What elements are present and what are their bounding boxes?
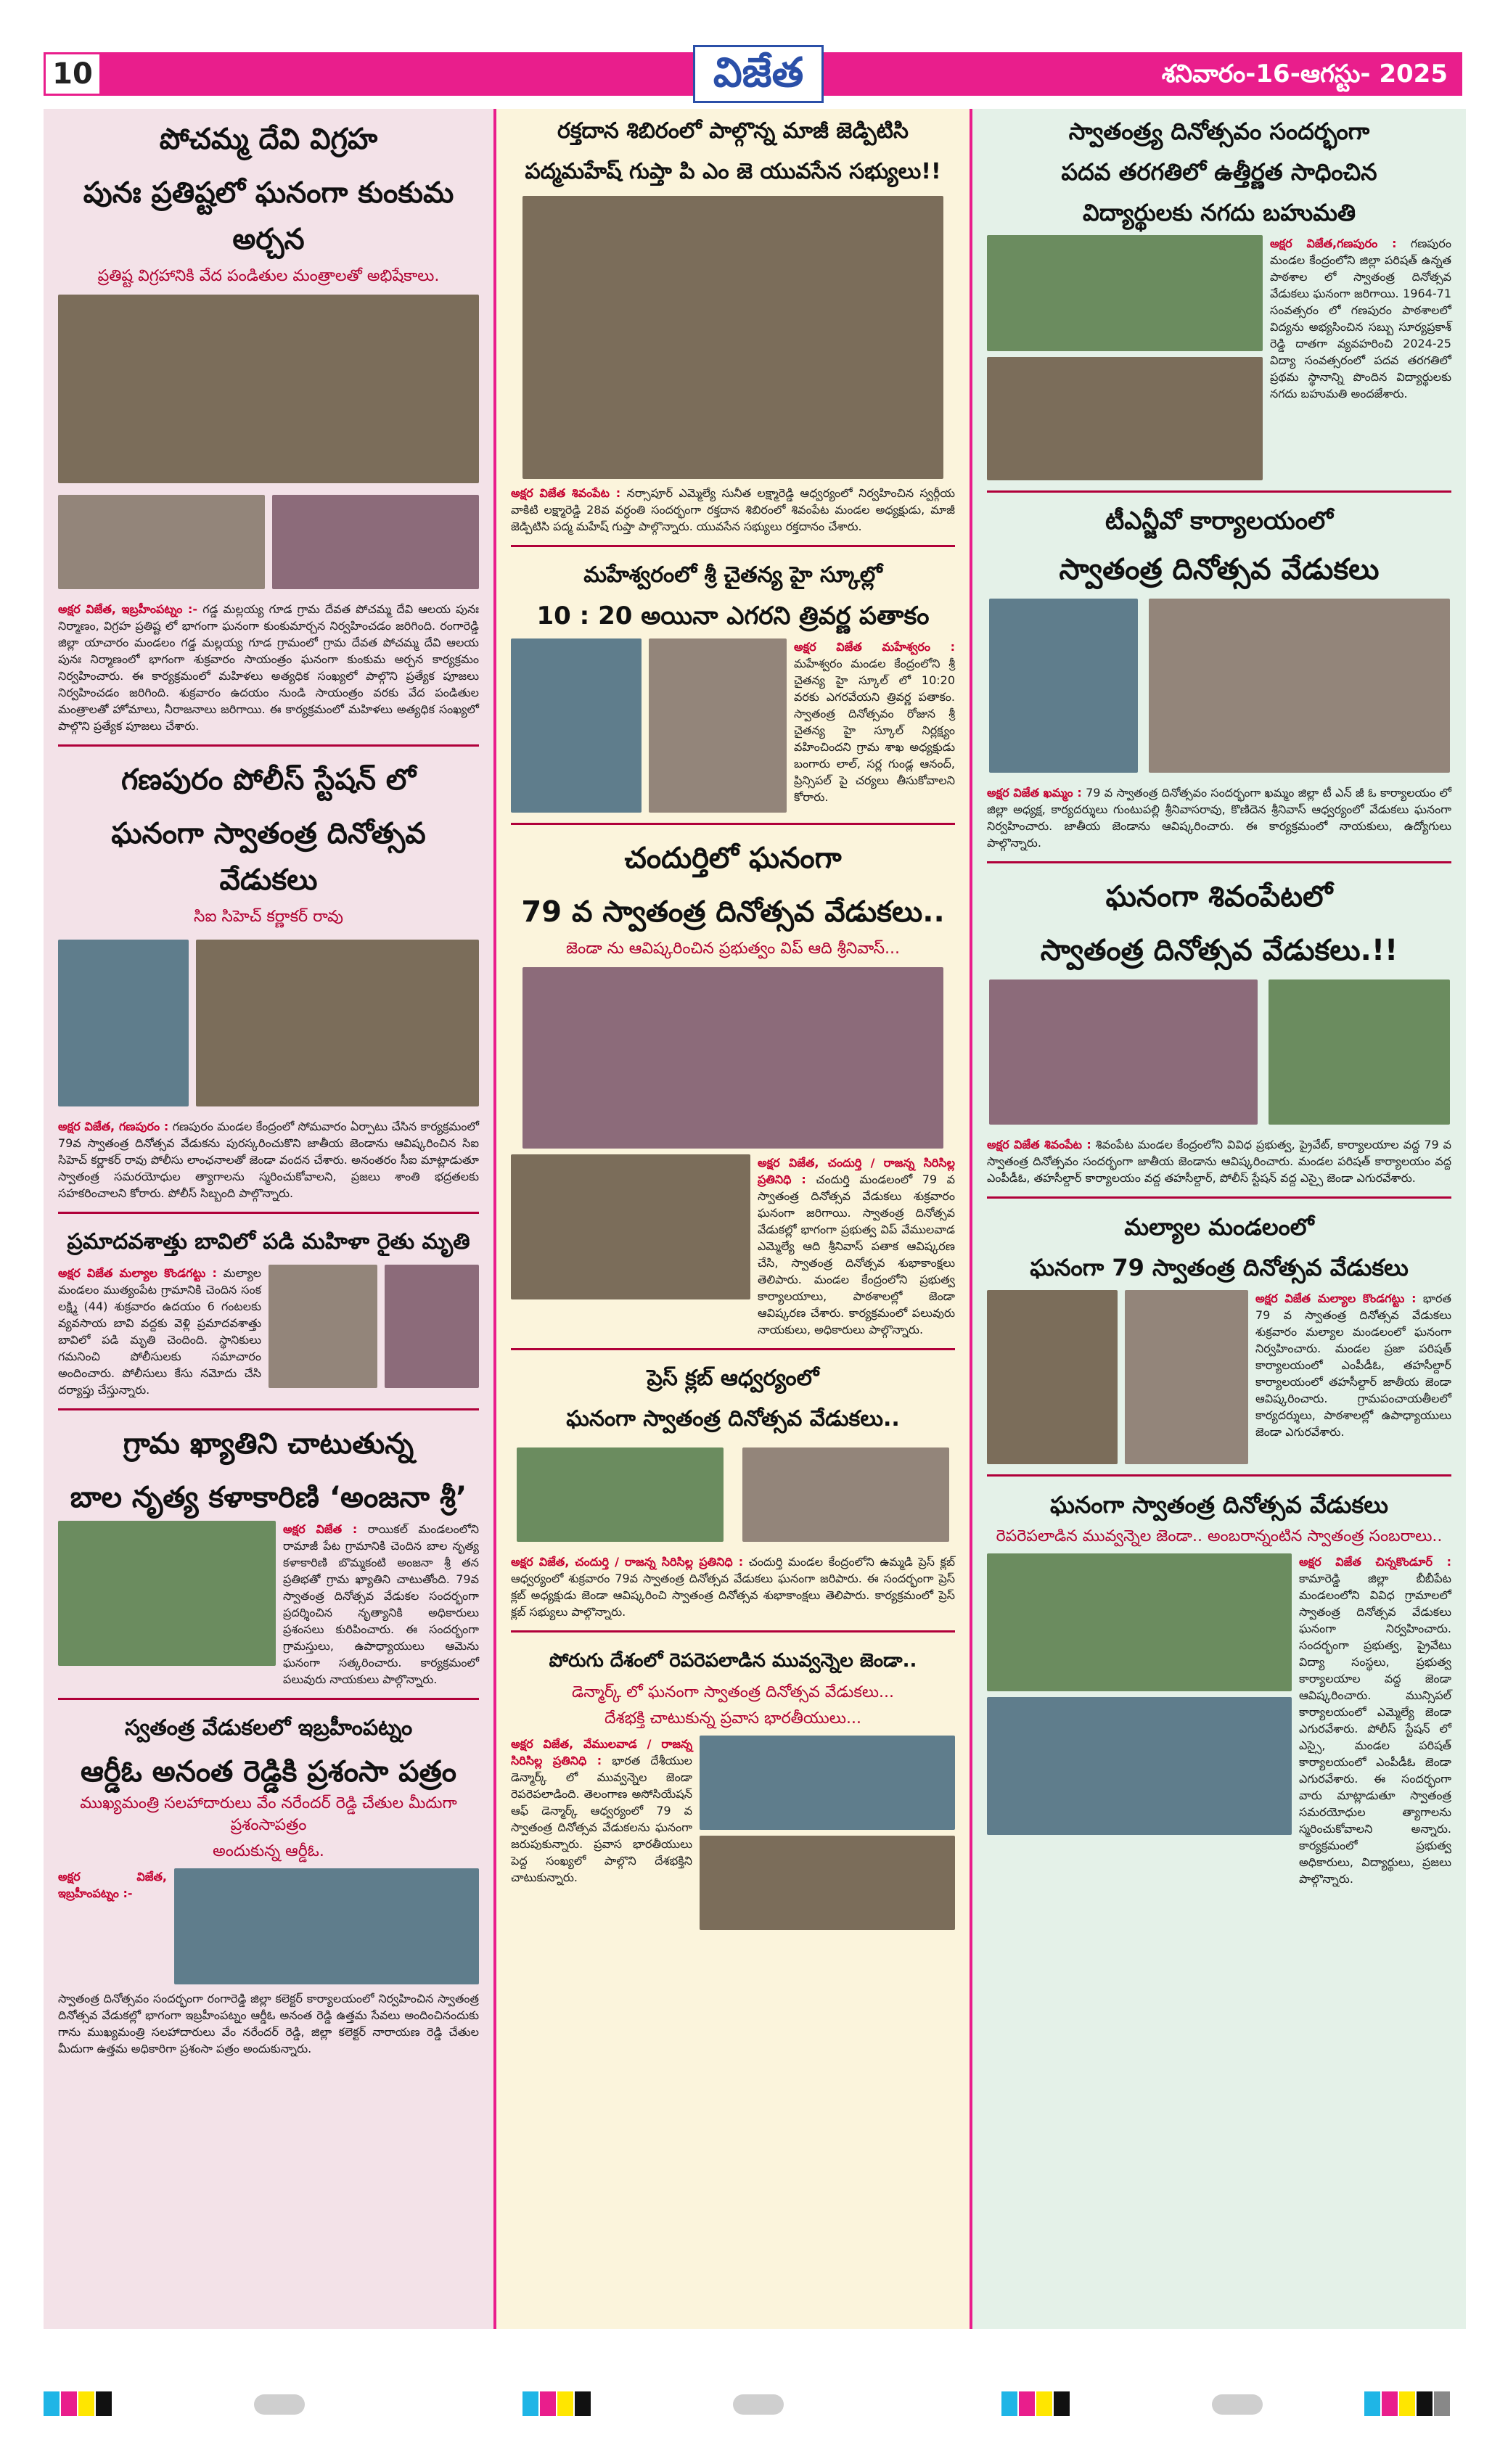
byline: అక్షర విజేత, గణపురం : [58, 1120, 169, 1133]
headline: ఆర్డీఓ అనంత రెడ్డికి ప్రశంసా పత్రం [80, 1755, 457, 1789]
photo [174, 1868, 479, 1984]
color-swatch [96, 2391, 112, 2416]
page-number: 10 [44, 52, 102, 96]
article-body: రాయికల్ మండలంలోని రామాజీ పేట గ్రామానికి చెందిన బాల నృత్య కళాకారిణి బొమ్మకంటి అంజనా శ్రీ తన ప్రతిభతో గ్రామ ఖ్యాతిని చాటుతోంది. 79వ స్వాతంత్ర దినోత్సవ వేడుకల సందర్భంగా ప్రదర్శించిన నృత్యానికి అధికారులు ప్రశంసలు కురిపించారు. ఈ సందర్భంగా గ్రామస్తులు, ఉపాధ్యాయులు ఆమెను ఘనంగా సత్కరించారు. కార్యక్రమంలో పలువురు నాయకులు పాల్గొన్నారు. [283, 1522, 479, 1686]
subheadline: రెపరెపలాడిన మువ్వన్నెల జెండా.. అంబరాన్నంటిన స్వాతంత్ర సంబరాలు.. [996, 1527, 1443, 1545]
divider [58, 744, 479, 747]
subheadline: ప్రతిష్ట విగ్రహానికి వేద పండితుల మంత్రాలతో అభిషేకాలు. [97, 267, 440, 285]
photo [58, 495, 265, 589]
headline: 79 వ స్వాతంత్ర దినోత్సవ వేడుకలు.. [521, 895, 945, 929]
byline: అక్షర విజేత, వేములవాడ / రాజన్న సిరిసిల్ల ప్రతినిధి : [511, 1737, 692, 1767]
color-swatch [1434, 2391, 1450, 2416]
color-swatch [78, 2391, 94, 2416]
photo [272, 495, 479, 589]
headline: ఘనంగా శివంపేటలో [1105, 880, 1333, 913]
color-swatch [1399, 2391, 1415, 2416]
headline: మల్యాల మండలంలో [1124, 1213, 1314, 1241]
color-swatch [1382, 2391, 1398, 2416]
photo [269, 1265, 377, 1388]
headline: పునః ప్రతిష్టలో ఘనంగా కుంకుమ అర్చన [83, 176, 454, 256]
photo [196, 940, 479, 1106]
issue-date: శనివారం-16-ఆగస్టు- 2025 [1161, 59, 1448, 89]
column-right [972, 109, 1466, 2329]
headline: స్వాతంత్ర దినోత్సవ వేడుకలు [1059, 553, 1380, 586]
registration-mark [1212, 2394, 1263, 2415]
photo [989, 599, 1138, 773]
article-pochamma [58, 116, 479, 734]
color-swatch [44, 2391, 60, 2416]
divider [58, 1698, 479, 1700]
byline: అక్షర విజేత : [283, 1522, 358, 1536]
photo [700, 1736, 955, 1830]
photo [987, 235, 1263, 351]
article-denmark [511, 1643, 955, 1930]
article-ganapuram-police [58, 757, 479, 1202]
divider [58, 1212, 479, 1214]
byline: అక్షర విజేత, చందుర్తి / రాజన్న సిరిసిల్ల ప్రతినిధి : [511, 1555, 744, 1569]
headline: స్వతంత్ర వేడుకలలో ఇబ్రహీంపట్నం [124, 1715, 413, 1741]
headline: పద్మమహేష్ గుప్తా పి ఎం జె యువసేన సభ్యులు!! [525, 159, 941, 184]
headline: ఘనంగా స్వాతంత్ర దినోత్సవ వేడుకలు [111, 817, 426, 897]
article-blood-donation [511, 113, 955, 535]
headline: 10 : 20 అయినా ఎగరని త్రివర్ణ పతాకం [536, 601, 930, 631]
photo [989, 980, 1258, 1125]
color-swatch [522, 2391, 538, 2416]
article-bibipet [987, 1487, 1451, 1887]
headline: మహేశ్వరంలో శ్రీ చైతన్య హై స్కూల్లో [583, 562, 882, 588]
divider [987, 1196, 1451, 1199]
photo [1125, 1290, 1248, 1464]
newspaper-logo: విజేత [693, 45, 824, 103]
color-swatch [575, 2391, 591, 2416]
article-press-club [511, 1360, 955, 1620]
byline: అక్షర విజేత మల్యాల కొండగట్టు : [58, 1266, 217, 1280]
divider [511, 545, 955, 547]
color-swatch [540, 2391, 556, 2416]
color-swatch [1054, 2391, 1070, 2416]
article-body: కామారెడ్డి జిల్లా బీబీపేట మండలంలోని వివిధ గ్రామాలలో స్వాతంత్ర దినోత్సవ వేడుకలు ఘనంగా నిర్వహించారు. సందర్భంగా ప్రభుత్వ, ప్రైవేటు విద్యా సంస్థలు, ప్రభుత్వ కార్యాలయాల వద్ద జెండా ఆవిష్కరించారు. మున్సిపల్ కార్యాలయంలో ఎమ్మెల్యే జెండా ఎగురవేశారు. పోలీస్ స్టేషన్ లో ఎస్సై, మండల పరిషత్ కార్యాలయంలో ఎంపీడీఓ జెండా ఎగురవేశారు. ఈ సందర్భంగా వారు మాట్లాడుతూ స్వాతంత్ర సమరయోధుల త్యాగాలను స్మరించుకోవాలని అన్నారు. కార్యక్రమంలో ప్రభుత్వ అధికారులు, విద్యార్థులు, ప్రజలు పాల్గొన్నారు. [1299, 1572, 1451, 1886]
subheadline: ముఖ్యమంత్రి సలహాదారులు వేం నరేందర్ రెడ్డి చేతుల మీదుగా ప్రశంసాపత్రం [80, 1794, 457, 1834]
article-woman-farmer [58, 1224, 479, 1398]
photo [649, 638, 787, 813]
photo [58, 1521, 276, 1666]
divider [511, 823, 955, 825]
color-swatch [1019, 2391, 1035, 2416]
article-body: నర్సాపూర్ ఎమ్మెల్యే సునీత లక్ష్మారెడ్డి ఆధ్వర్యంలో నిర్వహించిన స్వర్గీయ వాకిటి లక్ష్మారెడ్డి 28వ వర్ధంతి సందర్భంగా రక్తదాన శిబిరంలో శివంపేట మండల అధ్యక్షుడు, మాజీ జెడ్పిటిసి పద్మ మహేష్ గుప్తా పాల్గొన్నారు. యువసేన సభ్యులు రక్తదానం చేశారు. [511, 486, 955, 533]
byline: అక్షర విజేత మల్యాల కొండగట్టు : [1255, 1291, 1417, 1305]
headline: ఘనంగా స్వాతంత్ర దినోత్సవ వేడుకలు [1050, 1491, 1388, 1519]
article-tngo [987, 503, 1451, 851]
article-chandurthi [511, 835, 955, 1338]
photo [58, 295, 479, 483]
headline: స్వాతంత్ర దినోత్సవ వేడుకలు.!! [1040, 934, 1398, 967]
article-body: చందుర్తి మండలంలో 79 వ స్వాతంత్ర దినోత్సవ వేడుకలు శుక్రవారం ఘనంగా జరిగాయి. స్వాతంత్ర దినోత్సవ వేడుకల్లో భాగంగా ప్రభుత్వ విప్ వేములవాడ ఎమ్మెల్యే ఆది శ్రీనివాస్ పతాక ఆవిష్కరణ చేసి, స్వాతంత్ర దినోత్సవ శుభాకాంక్షలు తెలిపారు. మండల కేంద్రంలోని ప్రభుత్వ కార్యాలయాలు, పాఠశాలల్లో జెండా ఆవిష్కరణ చేశారు. కార్యక్రమంలో పలువురు నాయకులు, అధికారులు పాల్గొన్నారు. [758, 1173, 955, 1336]
subheadline: సిఐ సిహెచ్ కర్ణాకర్ రావు [194, 908, 343, 926]
article-body: మహేశ్వరం మండల కేంద్రంలోని శ్రీ చైతన్య హై స్కూల్ లో 10:20 వరకు ఎగరవేయని త్రివర్ణ పతాకం. స్వాతంత్ర దినోత్సవం రోజున శ్రీ చైతన్య హై స్కూల్ నిర్లక్ష్యం వహించిందని గ్రామ శాఖ అధ్యక్షుడు బంగారు లాల్, సర్ల గుండ్ల ఆనంద్, ప్రిన్సిపల్ పై చర్యలు తీసుకోవాలని కోరారు. [794, 657, 955, 804]
article-body: భారత దేశీయుల డెన్మార్క్ లో మువ్వన్నెల జెండా రెపరెపలాడింది. తెలంగాణ అసోసియేషన్ ఆఫ్ డెన్మార్క్ ఆధ్వర్యంలో 79 వ స్వాతంత్ర దినోత్సవ వేడుకలను ఘనంగా జరుపుకున్నారు. ప్రవాస భారతీయులు పెద్ద సంఖ్యలో పాల్గొని దేశభక్తిని చాటుకున్నారు. [511, 1754, 692, 1884]
color-swatch [1001, 2391, 1017, 2416]
byline: అక్షర విజేత, చందుర్తి / రాజన్న సిరిసిల్ల ప్రతినిధి : [758, 1156, 955, 1186]
headline: ప్రెస్ క్లబ్ ఆధ్వర్యంలో [647, 1366, 819, 1391]
color-swatch [1417, 2391, 1433, 2416]
article-body: గణపురం మండల కేంద్రంలో సోమవారం ఏర్పాటు చేసిన కార్యక్రమంలో 79వ స్వాతంత్ర దినోత్సవ వేడుకను పురస్కరించుకొని జాతీయ జెండాను ఆవిష్కరించిన సిఐ సిహెచ్ కర్ణాకర్ రావు పోలీసు లాంఛనాలతో జెండా వందన చేశారు. అనంతరం సీఐ మాట్లాడుతూ స్వాతంత్ర సమరయోధుల త్యాగాలను స్మరించుకోవాలని, ప్రజలు శాంతి భద్రతలకు సహకరించాలని కోరారు. పోలీస్ సిబ్బంది పాల్గొన్నారు. [58, 1120, 479, 1200]
byline: అక్షర విజేత ఖమ్మం : [987, 786, 1082, 800]
byline: అక్షర విజేత, ఇబ్రహీంపట్నం :- [58, 602, 198, 616]
photo [1269, 980, 1450, 1125]
headline: బాల నృత్య కళాకారిణి ‘అంజనా శ్రీ’ [70, 1481, 467, 1514]
article-body: మల్యాల మండలం ముత్యంపేట గ్రామానికి చెందిన సంక లక్ష్మి (44) శుక్రవారం ఉదయం 6 గంటలకు వ్యవసాయ బావి వద్దకు వెళ్లి ప్రమాదవశాత్తు బావిలో పడి మృతి చెందింది. స్థానికులు గమనించి పోలీసులకు సమాచారం అందించారు. పోలీసులు కేసు నమోదు చేసి దర్యాప్తు చేస్తున్నారు. [58, 1266, 261, 1397]
subheadline: దేశభక్తి చాటుకున్న ప్రవాస భారతీయులు... [604, 1709, 861, 1728]
photo [987, 1697, 1292, 1835]
byline: అక్షర విజేత మహేశ్వరం : [794, 640, 955, 654]
article-malyala [987, 1209, 1451, 1464]
headline: ప్రమాదవశాత్తు బావిలో పడి మహిళా రైతు మృతి [67, 1229, 470, 1254]
divider [987, 861, 1451, 863]
photo [700, 1836, 955, 1930]
byline: అక్షర విజేత, ఇబ్రహీంపట్నం :- [58, 1870, 167, 1900]
headline: గణపురం పోలీస్ స్టేషన్ లో [120, 763, 417, 797]
subheadline: అందుకున్న ఆర్డీఓ. [213, 1842, 324, 1860]
article-body: చందుర్తి మండల కేంద్రంలోని ఉమ్మడి ప్రెస్ క్లబ్ ఆధ్వర్యంలో శుక్రవారం 79వ స్వాతంత్ర దినోత్సవ వేడుకలు ఘనంగా జరిపారు. ఈ సందర్భంగా ప్రెస్ క్లబ్ అధ్యక్షుడు జెండా ఆవిష్కరించి స్వాతంత్ర దినోత్సవ శుభాకాంక్షలు తెలిపారు. కార్యక్రమంలో ప్రెస్ క్లబ్ సభ్యులు పాల్గొన్నారు. [511, 1555, 955, 1619]
photo [522, 967, 943, 1149]
divider [987, 1474, 1451, 1477]
article-sri-chaitanya [511, 557, 955, 813]
headline: రక్తదాన శిబిరంలో పాల్గొన్న మాజీ జెడ్పిటిసి [557, 118, 909, 144]
headline: పోరుగు దేశంలో రెపరెపలాడిన మువ్వన్నెల జెండా.. [549, 1650, 917, 1672]
subheadline: డెన్మార్క్ లో ఘనంగా స్వాతంత్ర దినోత్సవ వేడుకలు... [571, 1683, 895, 1701]
color-swatch [61, 2391, 77, 2416]
column-middle [493, 109, 972, 2329]
column-left [44, 109, 493, 2329]
article-body: గణపురం మండల కేంద్రంలోని జిల్లా పరిషత్ ఉన్నత పాఠశాల లో స్వాతంత్ర దినోత్సవ వేడుకలు ఘనంగా జరిగాయి. 1964-71 సంవత్సరం లో గణపురం పాఠశాలలో విద్యను అభ్యసించిన సబ్బు సూర్యప్రకాశ్ రెడ్డి దాతగా వ్యవహరించి 2024-25 విద్యా సంవత్సరంలో పదవ తరగతిలో ప్రథమ స్థానాన్ని పొందిన విద్యార్థులకు నగదు బహుమతి అందజేశారు. [1270, 237, 1451, 401]
photo [517, 1447, 724, 1542]
registration-mark [254, 2394, 305, 2415]
headline: పోచమ్మ దేవి విగ్రహ [159, 123, 378, 156]
color-swatch [1036, 2391, 1052, 2416]
headline: ఘనంగా స్వాతంత్ర దినోత్సవ వేడుకలు.. [566, 1406, 900, 1432]
headline: స్వాతంత్ర్య దినోత్సవం సందర్భంగా [1068, 118, 1370, 145]
article-body: స్వాతంత్ర దినోత్సవం సందర్భంగా రంగారెడ్డి జిల్లా కలెక్టర్ కార్యాలయంలో నిర్వహించిన స్వాతంత్ర దినోత్సవ వేడుకల్లో భాగంగా ఇబ్రహీంపట్నం ఆర్డీఓ అనంత రెడ్డి ఉత్తమ సేవలు అందించినందుకు గాను ముఖ్యమంత్రి సలహాదారులు వేం నరేందర్ రెడ్డి, జిల్లా కలెక్టర్ నారాయణ రెడ్డి చేతుల మీదుగా ఉత్తమ అధికారిగా ప్రశంసా పత్రం అందుకున్నారు. [58, 1992, 479, 2056]
article-body: శివంపేట మండల కేంద్రంలోని వివిధ ప్రభుత్వ, ప్రైవేట్, కార్యాలయాల వద్ద 79 వ స్వాతంత్ర దినోత్సవం సందర్భంగా జాతీయ జెండాను ఆవిష్కరించారు. మండల పరిషత్ కార్యాలయం వద్ద ఎంపీడీఓ, తహసీల్దార్ కార్యాలయం వద్ద తహసీల్దార్, పోలీస్ స్టేషన్ వద్ద ఎస్సై జెండా ఎగురవేశారు. [987, 1138, 1451, 1185]
color-swatch [557, 2391, 573, 2416]
photo [742, 1447, 949, 1542]
article-body: గడ్డ మల్లయ్య గూడ గ్రామ దేవత పోచమ్మ దేవి ఆలయ పునః నిర్మాణం, విగ్రహ ప్రతిష్ట లో భాగంగా ఘనంగా కుంకుమార్చన నిర్వహించడం జరిగింది. రంగారెడ్డి జిల్లా యాచారం మండలం గడ్డ మల్లయ్య గూడ గ్రామంలో గ్రామ దేవత పోచమ్మ దేవి ఆలయ పునః నిర్మాణంలో భాగంగా శుక్రవారం సాయంత్రం ఘనంగా కుంకుమ అర్చన కార్యక్రమం నిర్వహించారు. ఈ కార్యక్రమంలో మహిళలు అత్యధిక సంఖ్యలో పాల్గొని ప్రత్యేక పూజలు నిర్వహించడం జరిగింది. శుక్రవారం ఉదయం నుండి సాయంత్రం వరకు వేద పండితుల మంత్రాలతో హోమాలు, నీరాజనాలు జరిగాయి. ఈ కార్యక్రమంలో మహిళలు అత్యధిక సంఖ్యలో పాల్గొని ప్రత్యేక పూజలు చేశారు. [58, 602, 479, 733]
photo [511, 1154, 750, 1299]
photo [385, 1265, 479, 1388]
article-anjana-sri [58, 1421, 479, 1688]
article-body: 79 వ స్వాతంత్ర దినోత్సవం సందర్భంగా ఖమ్మం జిల్లా టీ ఎన్ జీ ఓ కార్యాలయం లో జిల్లా అధ్యక్ష, కార్యదర్శులు గుంటుపల్లి శ్రీనివాసరావు, కొణిదెన శ్రీనివాస్ ఆధ్వర్యంలో వేడుకలు ఘనంగా నిర్వహించారు. జాతీయ జెండాను ఆవిష్కరించారు. ఈ కార్యక్రమంలో నాయకులు, ఉద్యోగులు పాల్గొన్నారు. [987, 786, 1452, 850]
divider [987, 490, 1451, 493]
byline: అక్షర విజేత శివంపేట : [987, 1138, 1091, 1151]
photo [987, 1553, 1292, 1691]
divider [511, 1348, 955, 1350]
headline: టీఎన్జీవో కార్యాలయంలో [1105, 506, 1333, 535]
photo [987, 1290, 1118, 1464]
article-cash-prize [987, 113, 1451, 480]
photo [522, 196, 943, 479]
divider [511, 1630, 955, 1633]
byline: అక్షర విజేత చిన్నకొండూర్ : [1299, 1555, 1451, 1569]
photo [511, 638, 642, 813]
photo [58, 940, 189, 1106]
headline: ఘనంగా 79 స్వాతంత్ర దినోత్సవ వేడుకలు [1030, 1254, 1409, 1281]
registration-mark [733, 2394, 784, 2415]
headline: విద్యార్థులకు నగదు బహుమతి [1082, 199, 1356, 226]
article-shivampet [987, 874, 1451, 1186]
photo [987, 357, 1263, 480]
photo [1149, 599, 1450, 773]
color-swatch [1364, 2391, 1380, 2416]
article-rdo-award [58, 1710, 479, 2057]
article-body: భారత 79 వ స్వాతంత్ర దినోత్సవ వేడుకలు శుక్రవారం మల్యాల మండలంలో ఘనంగా నిర్వహించారు. మండల ప్రజా పరిషత్ కార్యాలయంలో ఎంపీడీఓ, తహసీల్దార్ కార్యాలయంలో తహసీల్దార్ జాతీయ జెండా ఆవిష్కరించారు. గ్రామపంచాయతీలలో కార్యదర్శులు, పాఠశాలల్లో ఉపాధ్యాయులు జెండా ఎగురవేశారు. [1255, 1291, 1451, 1439]
byline: అక్షర విజేత శివంపేట : [511, 486, 621, 500]
headline: గ్రామ ఖ్యాతిని చాటుతున్న [123, 1427, 414, 1461]
headline: పదవ తరగతిలో ఉత్తీర్ణత సాధించిన [1061, 158, 1377, 186]
divider [58, 1408, 479, 1410]
byline: అక్షర విజేత,గణపురం : [1270, 237, 1397, 250]
subheadline: జెండా ను ఆవిష్కరించిన ప్రభుత్వం విప్ ఆది శ్రీనివాస్... [566, 940, 900, 958]
headline: చందుర్తిలో ఘనంగా [624, 842, 842, 875]
